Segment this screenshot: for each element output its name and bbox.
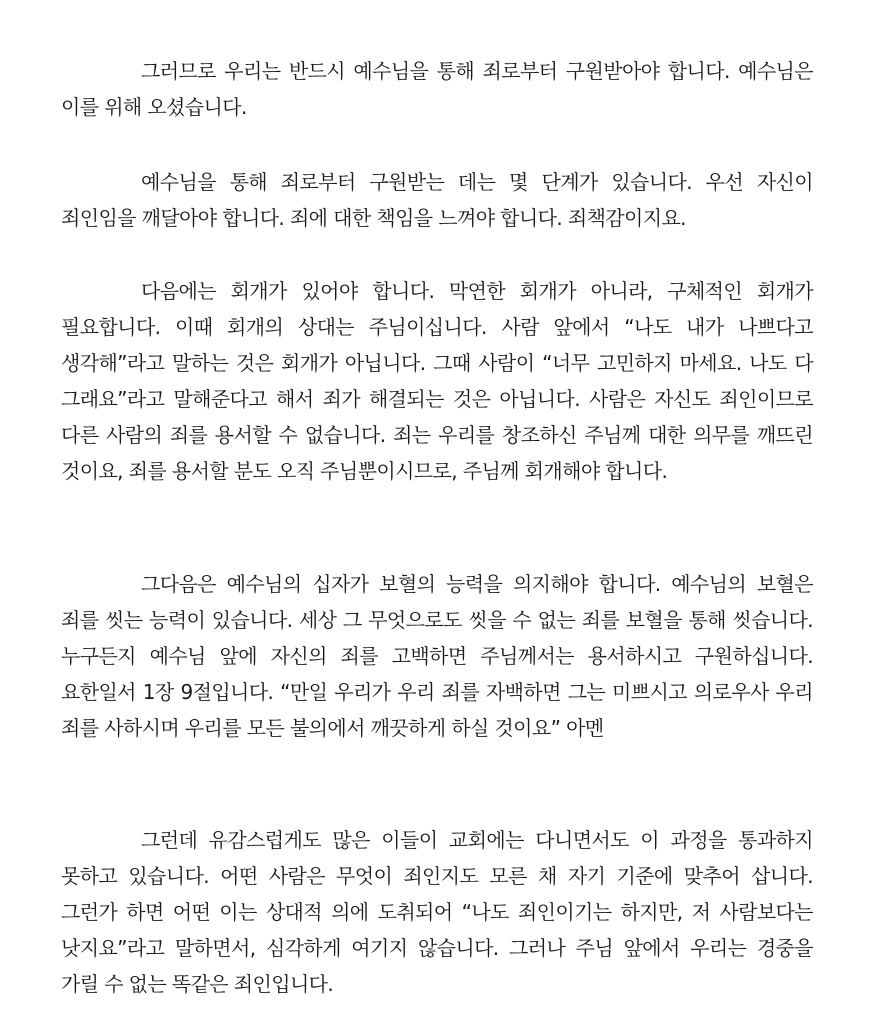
paragraph-5: 그런데 유감스럽게도 많은 이들이 교회에는 다니면서도 이 과정을 통과하지 못하고 있습니다. 어떤 사람은 무엇이 죄인지도 모른 채 자기 기준에 맞추어 삽니다. 그런가 하면 어떤 이는 상대적 의에 도취되어 “나도 죄인이기는 하지만, 저 사람보다는 낫지요”라고 말하면서, 심각하게 여기지 않습니다. 그러나 주님 앞에서 우리는 경중을 가릴 수 없는 똑같은 죄인입니다. — [61, 828, 813, 996]
paragraph-2: 예수님을 통해 죄로부터 구원받는 데는 몇 단계가 있습니다. 우선 자신이 죄인임을 깨달아야 합니다. 죄에 대한 책임을 느껴야 합니다. 죄책감이지요. — [61, 170, 813, 230]
paragraph-3: 다음에는 회개가 있어야 합니다. 막연한 회개가 아니라, 구체적인 회개가 필요합니다. 이때 회개의 상대는 주님이십니다. 사람 앞에서 “나도 내가 나쁘다고 생각해”라고 말하는 것은 회개가 아닙니다. 그때 사람이 “너무 고민하지 마세요. 나도 다 그래요”라고 말해준다고 해서 죄가 해결되는 것은 아닙니다. 사람은 자신도 죄인이므로 다른 사람의 죄를 용서할 수 없습니다. 죄는 우리를 창조하신 주님께 대한 의무를 깨뜨린 것이요, 죄를 용서할 분도 오직 주님뿐이시므로, 주님께 회개해야 합니다. — [61, 279, 813, 483]
paragraph-1: 그러므로 우리는 반드시 예수님을 통해 죄로부터 구원받아야 합니다. 예수님은 이를 위해 오셨습니다. — [61, 59, 813, 119]
paragraph-4: 그다음은 예수님의 십자가 보혈의 능력을 의지해야 합니다. 예수님의 보혈은 죄를 씻는 능력이 있습니다. 세상 그 무엇으로도 씻을 수 없는 죄를 보혈을 통해 씻습니다. 누구든지 예수님 앞에 자신의 죄를 고백하면 주님께서는 용서하시고 구원하십니다. 요한일서 1장 9절입니다. “만일 우리가 우리 죄를 자백하면 그는 미쁘시고 의로우사 우리 죄를 사하시며 우리를 모든 불의에서 깨끗하게 하실 것이요” 아멘 — [61, 572, 813, 740]
